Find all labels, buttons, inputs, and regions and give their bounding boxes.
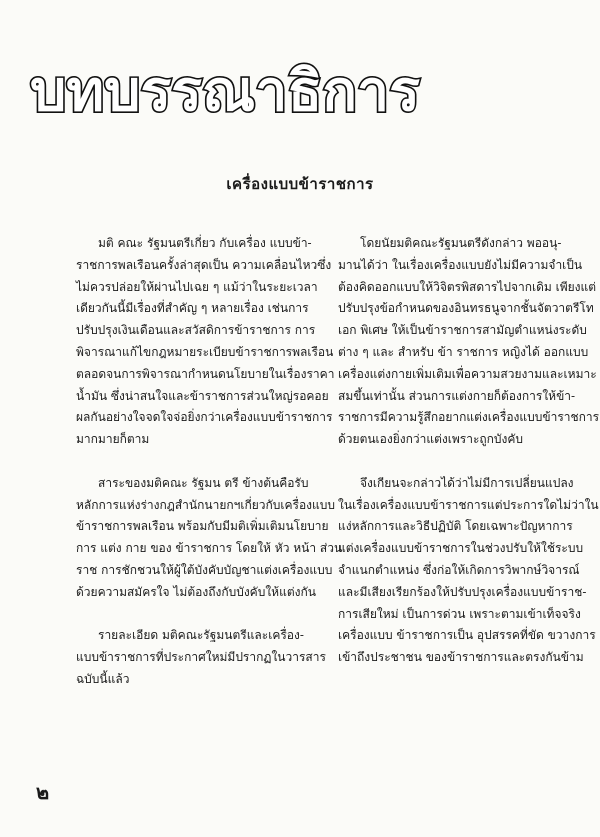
text-line: รายละเอียด มติคณะรัฐมนตรีและเครื่อง- <box>98 628 304 643</box>
text-line: หลักการแห่งร่างกฎสำนักนายกฯเกี่ยวกับเครื่องแบบ <box>76 497 335 512</box>
masthead-title: บทบรรณาธิการ <box>30 59 420 124</box>
masthead-logo <box>28 52 428 122</box>
editorial-masthead <box>28 52 428 122</box>
text-line: เอก พิเศษ ให้เป็นข้าราชการสามัญตำแหน่งระดับ <box>338 323 587 338</box>
text-line: แบบข้าราชการที่ประกาศใหม่มีปรากฏในวารสาร <box>76 650 326 665</box>
text-line: มติ คณะ รัฐมนตรีเกี่ยว กับเครื่อง แบบข้า- <box>98 236 312 250</box>
text-line: ด้วยตนเองยิ่งกว่าแต่งเพราะถูกบังคับ <box>338 432 524 447</box>
text-line: ในเรื่องเครื่องแบบข้าราชการแต่ประการใดไม่ว่าใน <box>338 497 599 512</box>
paragraph <box>76 473 343 604</box>
text-line: แต่งเครื่องแบบข้าราชการในช่วงปรับให้ใช้ระบบ <box>338 541 584 556</box>
text-line: สาระของมติคณะ รัฐมน ตรี ข้างต้นคือรับ <box>98 475 309 490</box>
text-line: เดียวกันนี้มีเรื่องที่สำคัญ ๆ หลายเรื่อง เช่นการ <box>76 301 309 316</box>
text-line: เครื่องแบบ ข้าราชการเป็น อุปสรรคที่ขัด ขวางการ <box>338 628 596 643</box>
text-line: ข้าราชการพลเรือน พร้อมกับมีมติเพิ่มเติมนโยบาย <box>76 519 329 534</box>
text-line: ปรับปรุงข้อกำหนดของอินทรธนูจากชั้นจัตวาตรีโท <box>338 301 594 316</box>
article-left-column <box>76 233 343 691</box>
text-line: แง่หลักการและวิธีปฏิบัติ โดยเฉพาะปัญหาการ <box>338 519 573 534</box>
page-number: ๒ <box>36 780 50 804</box>
text-line: พิจารณาแก้ไขกฎหมายระเบียบข้าราชการพลเรือน <box>76 344 334 359</box>
text-line: ราชการพลเรือนครั้งล่าสุดเป็น ความเคลื่อนไหวซึ่ง <box>76 257 332 272</box>
text-line: ต้องคิดออกแบบให้วิจิตรพิสดารไปจากเดิม เพียงแต่ <box>338 279 597 294</box>
text-line: จำแนกตำแหน่ง ซึ่งก่อให้เกิดการวิพากษ์วิจารณ์ <box>338 562 580 577</box>
paragraph-gap <box>76 451 294 473</box>
text-line: มานได้ว่า ในเรื่องเครื่องแบบยังไม่มีความจำเป็น <box>338 257 583 272</box>
text-line: ไม่ควรปล่อยให้ผ่านไปเฉย ๆ แม้ว่าในระยะเวลา <box>76 279 318 294</box>
text-line: มากมายก็ตาม <box>76 432 150 447</box>
text-line: โดยนัยมติคณะรัฐมนตรีดังกล่าว พออนุ- <box>360 236 562 250</box>
text-line: การ แต่ง กาย ของ ข้าราชการ โดยให้ หัว หน้า ส่วน <box>76 541 343 556</box>
text-line: สมขึ้นเท่านั้น ส่วนการแต่งกายก็ต้องการให้ข้า- <box>338 388 576 403</box>
text-line: ฉบับนี้แล้ว <box>76 671 130 686</box>
paragraph <box>76 233 335 451</box>
paragraph <box>338 473 599 669</box>
text-line: ราช การชักชวนให้ผู้ใต้บังคับบัญชาแต่งเครื่องแบบ <box>76 562 333 577</box>
text-line: น้ำมัน ซึ่งน่าสนใจและข้าราชการส่วนใหญ่รอคอย <box>76 388 329 403</box>
text-line: ต่าง ๆ และ สำหรับ ข้า ราชการ หญิงได้ ออกแบบ <box>338 344 589 359</box>
text-line: ด้วยความสมัครใจ ไม่ต้องถึงกับบังคับให้แต่งกัน <box>76 584 316 599</box>
article-title: เครื่องแบบข้าราชการ <box>226 175 374 193</box>
paragraph <box>76 625 326 690</box>
text-line: ผลกันอย่างใจจดใจจ่อยิ่งกว่าเครื่องแบบข้าราชการ <box>76 410 333 425</box>
text-line: เข้าถึงประชาชน ของข้าราชการและตรงกันข้าม <box>338 650 584 665</box>
text-line: การเสียใหม่ เป็นการด่วน เพราะตามเข้าเท็จจริง <box>338 606 581 621</box>
paragraph <box>338 233 600 451</box>
text-line: และมีเสียงเรียกร้องให้ปรับปรุงเครื่องแบบข้าราช- <box>338 584 587 599</box>
article-right-column <box>338 233 600 669</box>
text-line: ตลอดจนการพิจารณากำหนดนโยบายในเรื่องราคา <box>76 366 335 381</box>
text-line: ปรับปรุงเงินเดือนและสวัสดิการข้าราชการ การ <box>76 323 316 338</box>
text-line: เครื่องแต่งกายเพิ่มเติมเพื่อความสวยงามและเหมาะ <box>338 366 597 381</box>
paragraph-gap <box>76 604 294 626</box>
text-line: ราชการมีความรู้สึกอยากแต่งเครื่องแบบข้าราชการ <box>338 410 600 425</box>
text-line: จึงเกียนจะกล่าวได้ว่าไม่มีการเปลี่ยนแปลง <box>360 475 574 490</box>
paragraph-gap <box>338 451 556 473</box>
